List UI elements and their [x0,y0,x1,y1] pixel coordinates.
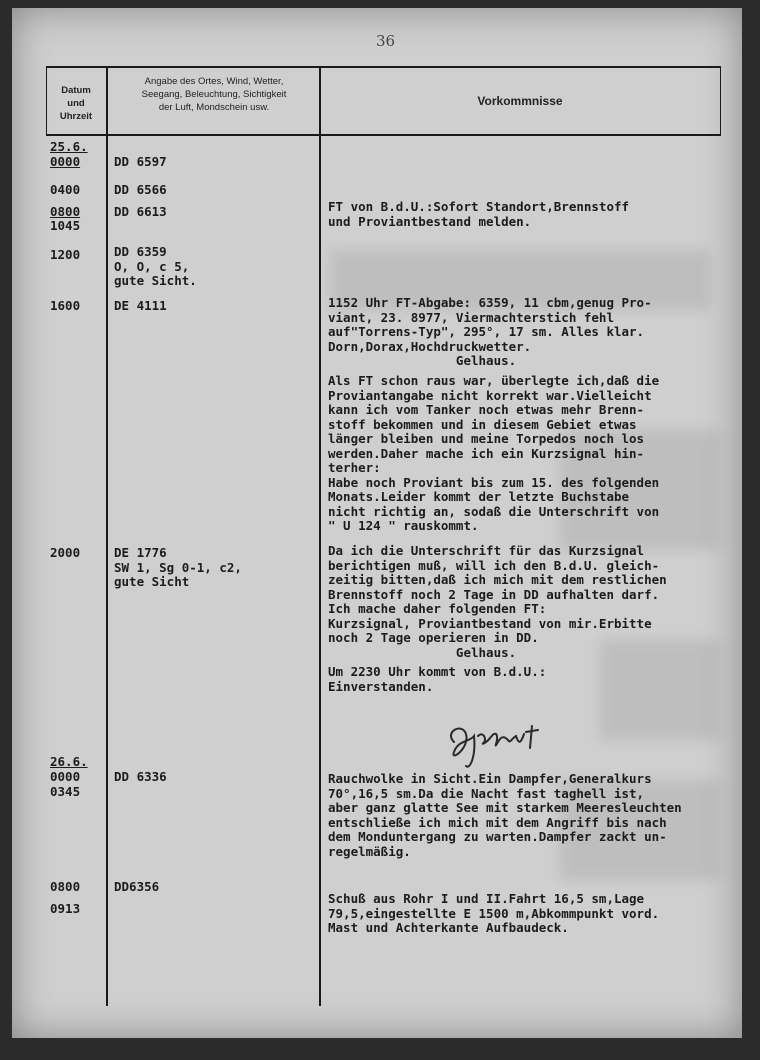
time-label: 0913 [50,901,81,916]
event-text-block: Da ich die Unterschrift für das Kurzsignal berichtigen muß, will ich den B.d.U. gleich- zeitig bitten,daß ich mich mit dem restlichen Brennstoff noch 2 Tage in DD aufhalten darf. Ich mache daher folgenden FT: Kurzsignal, Proviantbestand von mir.Erbitte noch 2 Tage operieren in DD. Gelhaus. [328,543,667,660]
position-label: DD 6566 [114,182,167,197]
event-text-block: Rauchwolke in Sicht.Ein Dampfer,Generalkurs 70°,16,5 sm.Da die Nacht fast taghell ist, aber ganz glatte See mit starkem Meeresleuchten entschließe ich mich mit dem Angriff bis nach dem Monduntergang zu warten.Dampfer zackt un- regelmäßig. [328,771,682,859]
position-label: DD 6597 [114,154,167,169]
position-weather-block: DD 6359 O, O, c 5, gute Sicht. [114,244,197,288]
time-label: 0400 [50,182,81,197]
header-bottom-rule [46,134,720,136]
time-label: 1045 [50,218,81,233]
column-divider-2 [319,66,321,1006]
page-number: 36 [376,32,396,50]
event-text-block: Schuß aus Rohr I und II.Fahrt 16,5 sm,Lage 79,5,eingestellte E 1500 m,Abkommpunkt vord. Mast und Achterkante Aufbaudeck. [328,891,660,935]
event-text-block: 1152 Uhr FT-Abgabe: 6359, 11 cbm,genug Pro- viant, 23. 8977, Viermachterstich fehl auf"Torrens-Typ", 295°, 17 sm. Alles klar. Dorn,Dorax,Hochdruckwetter. Gelhaus. [328,295,652,368]
event-text-block: FT von B.d.U.:Sofort Standort,Brennstoff und Proviantbestand melden. [328,199,630,229]
time-label: 0345 [50,784,81,799]
event-text-block: Um 2230 Uhr kommt von B.d.U.: Einverstanden. [328,664,547,694]
position-weather-block: DE 1776 SW 1, Sg 0-1, c2, gute Sicht [114,545,242,589]
time-label: 2000 [50,545,81,560]
position-label: DE 4111 [114,298,167,313]
table-right-rule [720,66,721,136]
time-label: 1200 [50,247,81,262]
header-events: Vorkommnisse [477,94,563,108]
time-label: 0000 [50,769,81,784]
date-label: 25.6. [50,139,88,154]
date-label: 26.6. [50,754,88,769]
position-label: DD6356 [114,879,160,894]
event-text-block: Als FT schon raus war, überlegte ich,daß die Proviantangabe nicht korrekt war.Vielleicht kann ich vom Tanker noch etwas mehr Brenn- stoff bekommen und in diesem Gebiet etwas länger bleiben und meine Torpedos noch los werden.Daher mache ich ein Kurzsignal hin- terher: Habe noch Proviant bis zum 15. des folgenden Monats.Leider kommt der letzte Buchstabe nicht richtig an, sodaß die Unterschrift von " U 124 " rauskommt. [328,373,660,533]
table-top-rule [46,66,720,68]
time-label: 0800 [50,204,81,219]
position-label: DD 6336 [114,769,167,784]
header-place-weather: Angabe des Ortes, Wind, Wetter, Seegang, Beleuchtung, Sichtigkeit der Luft, Mondschein usw. [141,76,287,113]
position-label: DD 6613 [114,204,167,219]
column-divider-1 [106,66,108,1006]
time-label: 0800 [50,879,81,894]
time-label: 1600 [50,298,81,313]
time-label: 0000 [50,154,81,169]
header-date: Datum und Uhrzeit [59,85,93,122]
handwritten-signature [440,712,550,772]
